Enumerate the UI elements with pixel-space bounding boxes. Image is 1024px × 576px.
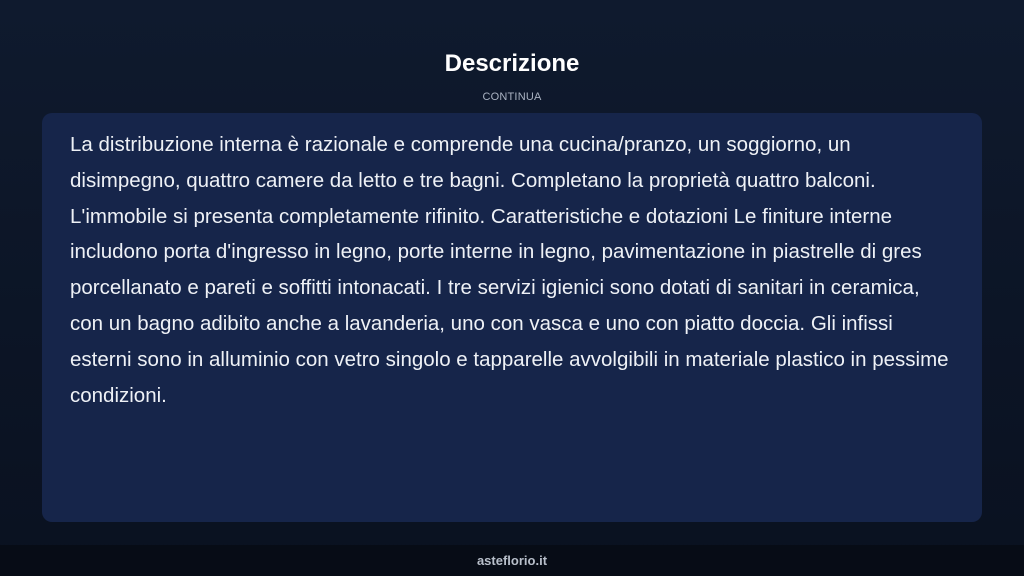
description-card <box>42 113 982 522</box>
page-subtitle: CONTINUA <box>482 91 542 103</box>
footer-bar <box>0 545 1024 576</box>
page-title: Descrizione <box>444 50 580 77</box>
description-text: La distribuzione interna è razionale e comprende una cucina/pranzo, un soggiorno, un disimpegno, quattro camere da letto e tre bagni. Completano la proprietà quattro balconi. L'immobile si presenta completamente rifinito. Caratteristiche e dotazioni Le finiture interne includono porta d'ingresso in legno, porte interne in legno, pavimentazione in piastrelle di gres porcellanato e pareti e soffitti intonacati. I tre servizi igienici sono dotati di sanitari in ceramica, con un bagno adibito anche a lavanderia, uno con vasca e uno con piatto doccia. Gli infissi esterni sono in alluminio con vetro singolo e tapparelle avvolgibili in materiale plastico in pessime condizioni. <box>70 133 949 407</box>
footer-site-label: asteflorio.it <box>476 553 548 568</box>
